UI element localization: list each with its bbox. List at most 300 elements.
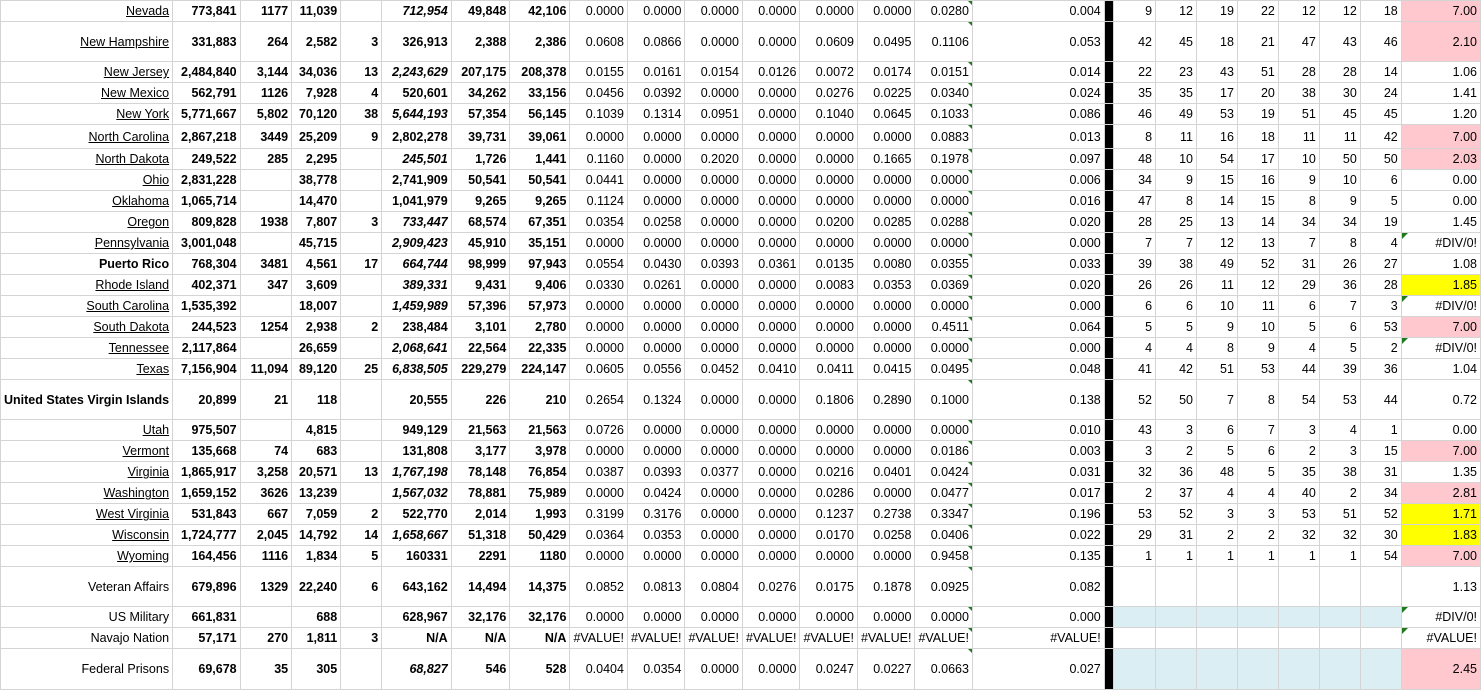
rate-cell[interactable]: 0.2654 [570, 380, 628, 420]
f-cell[interactable]: 5,644,193 [382, 104, 452, 125]
rank-cell[interactable]: 3 [1237, 504, 1278, 525]
total-cell[interactable]: 1,065,714 [173, 191, 241, 212]
rank-cell[interactable]: 35 [1156, 83, 1197, 104]
c-cell[interactable]: 1938 [240, 212, 292, 233]
row-label-cell[interactable] [1, 125, 173, 149]
rank-cell[interactable]: 41 [1114, 359, 1156, 380]
c-cell[interactable] [240, 233, 292, 254]
rate-cell[interactable]: 0.0495 [857, 22, 915, 62]
rate-cell[interactable]: 0.0000 [800, 1, 858, 22]
rate-cell[interactable]: 0.0410 [742, 359, 800, 380]
rank-cell[interactable]: 13 [1196, 212, 1237, 233]
g-cell[interactable]: 78,881 [451, 483, 510, 504]
rank-cell[interactable] [1237, 628, 1278, 649]
rank-cell[interactable]: 18 [1196, 22, 1237, 62]
g-cell[interactable]: 98,999 [451, 254, 510, 275]
ratio-cell[interactable]: #DIV/0! [1401, 296, 1480, 317]
ratio-cell[interactable]: 1.41 [1401, 83, 1480, 104]
rate-cell[interactable]: 0.1124 [570, 191, 628, 212]
total-cell[interactable]: 1,724,777 [173, 525, 241, 546]
rate-cell[interactable]: 0.0353 [627, 525, 685, 546]
total-cell[interactable]: 1,535,392 [173, 296, 241, 317]
rate-cell[interactable]: 0.0415 [857, 359, 915, 380]
rate-cell[interactable]: 0.0364 [570, 525, 628, 546]
row-label-cell[interactable] [1, 83, 173, 104]
rate-cell[interactable]: 0.0083 [800, 275, 858, 296]
rate-cell[interactable]: 0.0000 [685, 83, 743, 104]
rank-cell[interactable]: 22 [1237, 1, 1278, 22]
e-cell[interactable] [341, 607, 382, 628]
rank-cell[interactable]: 2 [1319, 483, 1360, 504]
rate-cell[interactable]: 0.0000 [742, 420, 800, 441]
g-cell[interactable]: 3,177 [451, 441, 510, 462]
f-cell[interactable]: 733,447 [382, 212, 452, 233]
row-label-cell[interactable] [1, 441, 173, 462]
rank-cell[interactable] [1360, 649, 1401, 690]
rank-cell[interactable]: 3 [1319, 441, 1360, 462]
rank-cell[interactable]: 47 [1278, 22, 1319, 62]
g-cell[interactable]: 2291 [451, 546, 510, 567]
c-cell[interactable]: 347 [240, 275, 292, 296]
rank-cell[interactable]: 15 [1196, 170, 1237, 191]
avg-cell[interactable]: 0.196 [972, 504, 1104, 525]
avg-cell[interactable]: 0.017 [972, 483, 1104, 504]
rank-cell[interactable]: 26 [1156, 275, 1197, 296]
f-cell[interactable]: 520,601 [382, 83, 452, 104]
rank-cell[interactable]: 5 [1156, 317, 1197, 338]
rank-cell[interactable]: 1 [1278, 546, 1319, 567]
row-label-cell[interactable] [1, 380, 173, 420]
c-cell[interactable]: 3481 [240, 254, 292, 275]
row-label-cell[interactable] [1, 628, 173, 649]
rate-cell[interactable]: #VALUE! [627, 628, 685, 649]
f-cell[interactable]: N/A [382, 628, 452, 649]
total-cell[interactable]: 1,865,917 [173, 462, 241, 483]
state-link[interactable]: Oklahoma [112, 194, 170, 208]
row-label-cell[interactable] [1, 483, 173, 504]
rate-cell[interactable]: 0.0000 [685, 170, 743, 191]
rank-cell[interactable]: 49 [1196, 254, 1237, 275]
rank-cell[interactable]: 7 [1196, 380, 1237, 420]
f-cell[interactable]: 2,802,278 [382, 125, 452, 149]
rank-cell[interactable]: 45 [1360, 104, 1401, 125]
state-link[interactable]: Virginia [127, 465, 170, 479]
rate-cell[interactable]: 0.0000 [685, 317, 743, 338]
rank-cell[interactable]: 16 [1237, 170, 1278, 191]
rank-cell[interactable]: 45 [1156, 22, 1197, 62]
rate-cell[interactable]: 0.0286 [800, 483, 858, 504]
rank-cell[interactable]: 52 [1156, 504, 1197, 525]
rank-cell[interactable] [1156, 567, 1197, 607]
rate-cell[interactable]: 0.0000 [800, 607, 858, 628]
rate-cell[interactable]: 0.0000 [800, 546, 858, 567]
rank-cell[interactable]: 6 [1156, 296, 1197, 317]
rank-cell[interactable]: 30 [1319, 83, 1360, 104]
rate-cell[interactable]: 0.0175 [800, 567, 858, 607]
rate-cell[interactable]: 0.0000 [742, 504, 800, 525]
rank-cell[interactable] [1360, 607, 1401, 628]
rank-cell[interactable]: 50 [1319, 149, 1360, 170]
rank-cell[interactable]: 53 [1319, 380, 1360, 420]
rank-cell[interactable]: 6 [1114, 296, 1156, 317]
rank-cell[interactable]: 11 [1156, 125, 1197, 149]
rank-cell[interactable]: 31 [1360, 462, 1401, 483]
d-cell[interactable]: 2,295 [292, 149, 341, 170]
d-cell[interactable]: 688 [292, 607, 341, 628]
rank-cell[interactable]: 39 [1319, 359, 1360, 380]
rank-cell[interactable]: 50 [1156, 380, 1197, 420]
rate-cell[interactable]: 0.0000 [742, 170, 800, 191]
d-cell[interactable]: 2,938 [292, 317, 341, 338]
rank-cell[interactable]: 9 [1319, 191, 1360, 212]
rank-cell[interactable] [1156, 628, 1197, 649]
g-cell[interactable]: 21,563 [451, 420, 510, 441]
state-link[interactable]: Vermont [122, 444, 170, 458]
rank-cell[interactable]: 48 [1196, 462, 1237, 483]
rank-cell[interactable]: 9 [1156, 170, 1197, 191]
rate-cell[interactable]: 0.0000 [800, 149, 858, 170]
state-link[interactable]: North Dakota [95, 152, 170, 166]
h-cell[interactable]: 14,375 [510, 567, 570, 607]
state-link[interactable]: West Virginia [95, 507, 170, 521]
rank-cell[interactable]: 26 [1319, 254, 1360, 275]
state-link[interactable]: Pennsylvania [94, 236, 170, 250]
rate-cell[interactable]: 0.0608 [570, 22, 628, 62]
rate-cell[interactable]: 0.0411 [800, 359, 858, 380]
row-label-cell[interactable] [1, 462, 173, 483]
rate-cell[interactable]: 0.0925 [915, 567, 973, 607]
rate-cell[interactable]: 0.0645 [857, 104, 915, 125]
rate-cell[interactable]: 0.0000 [685, 296, 743, 317]
avg-cell[interactable]: 0.020 [972, 212, 1104, 233]
rank-cell[interactable]: 3 [1360, 296, 1401, 317]
g-cell[interactable]: 3,101 [451, 317, 510, 338]
rate-cell[interactable]: 0.0401 [857, 462, 915, 483]
rate-cell[interactable]: 0.0000 [742, 212, 800, 233]
rate-cell[interactable]: 0.0361 [742, 254, 800, 275]
e-cell[interactable] [341, 233, 382, 254]
rank-cell[interactable]: 16 [1196, 125, 1237, 149]
avg-cell[interactable]: 0.138 [972, 380, 1104, 420]
avg-cell[interactable]: 0.022 [972, 525, 1104, 546]
rank-cell[interactable]: 15 [1360, 441, 1401, 462]
rank-cell[interactable]: 50 [1360, 149, 1401, 170]
rank-cell[interactable]: 1 [1237, 546, 1278, 567]
h-cell[interactable]: 33,156 [510, 83, 570, 104]
h-cell[interactable]: 67,351 [510, 212, 570, 233]
rate-cell[interactable]: 0.9458 [915, 546, 973, 567]
state-link[interactable]: Texas [136, 362, 170, 376]
rate-cell[interactable]: 0.0174 [857, 62, 915, 83]
d-cell[interactable]: 18,007 [292, 296, 341, 317]
ratio-cell[interactable]: 1.20 [1401, 104, 1480, 125]
rank-cell[interactable]: 39 [1114, 254, 1156, 275]
rate-cell[interactable]: 0.0883 [915, 125, 973, 149]
rate-cell[interactable]: 0.0000 [742, 525, 800, 546]
ratio-cell[interactable]: 1.06 [1401, 62, 1480, 83]
rank-cell[interactable]: 22 [1114, 62, 1156, 83]
rank-cell[interactable]: 19 [1237, 104, 1278, 125]
rate-cell[interactable]: 0.0000 [742, 149, 800, 170]
rank-cell[interactable]: 17 [1237, 149, 1278, 170]
avg-cell[interactable]: 0.000 [972, 338, 1104, 359]
e-cell[interactable]: 3 [341, 22, 382, 62]
rank-cell[interactable]: 34 [1114, 170, 1156, 191]
rank-cell[interactable]: 36 [1319, 275, 1360, 296]
rate-cell[interactable]: 0.0000 [857, 170, 915, 191]
rate-cell[interactable]: 0.0000 [800, 317, 858, 338]
e-cell[interactable]: 13 [341, 462, 382, 483]
rate-cell[interactable]: 0.0000 [915, 170, 973, 191]
c-cell[interactable] [240, 191, 292, 212]
ratio-cell[interactable]: 7.00 [1401, 441, 1480, 462]
total-cell[interactable]: 661,831 [173, 607, 241, 628]
avg-cell[interactable]: 0.020 [972, 275, 1104, 296]
g-cell[interactable]: 68,574 [451, 212, 510, 233]
rank-cell[interactable]: 4 [1360, 233, 1401, 254]
rank-cell[interactable]: 28 [1319, 62, 1360, 83]
f-cell[interactable]: 1,459,989 [382, 296, 452, 317]
f-cell[interactable]: 238,484 [382, 317, 452, 338]
rate-cell[interactable]: 0.0393 [685, 254, 743, 275]
rank-cell[interactable]: 35 [1278, 462, 1319, 483]
rate-cell[interactable]: 0.0430 [627, 254, 685, 275]
rank-cell[interactable]: 9 [1196, 317, 1237, 338]
c-cell[interactable] [240, 607, 292, 628]
rank-cell[interactable]: 31 [1278, 254, 1319, 275]
rank-cell[interactable]: 32 [1278, 525, 1319, 546]
avg-cell[interactable]: #VALUE! [972, 628, 1104, 649]
h-cell[interactable]: 39,061 [510, 125, 570, 149]
rate-cell[interactable]: 0.0288 [915, 212, 973, 233]
rate-cell[interactable]: 0.1806 [800, 380, 858, 420]
c-cell[interactable]: 3,258 [240, 462, 292, 483]
c-cell[interactable]: 1329 [240, 567, 292, 607]
total-cell[interactable]: 164,456 [173, 546, 241, 567]
row-label-cell[interactable] [1, 275, 173, 296]
rank-cell[interactable]: 51 [1196, 359, 1237, 380]
rate-cell[interactable]: 0.0000 [685, 380, 743, 420]
rank-cell[interactable]: 48 [1114, 149, 1156, 170]
rate-cell[interactable]: 0.0000 [857, 1, 915, 22]
e-cell[interactable]: 2 [341, 504, 382, 525]
g-cell[interactable]: 32,176 [451, 607, 510, 628]
rank-cell[interactable]: 6 [1360, 170, 1401, 191]
h-cell[interactable]: 50,429 [510, 525, 570, 546]
avg-cell[interactable]: 0.082 [972, 567, 1104, 607]
rate-cell[interactable]: 0.1978 [915, 149, 973, 170]
total-cell[interactable]: 975,507 [173, 420, 241, 441]
e-cell[interactable] [341, 380, 382, 420]
rate-cell[interactable]: 0.1665 [857, 149, 915, 170]
rank-cell[interactable]: 8 [1156, 191, 1197, 212]
avg-cell[interactable]: 0.031 [972, 462, 1104, 483]
f-cell[interactable]: 326,913 [382, 22, 452, 62]
rank-cell[interactable]: 14 [1196, 191, 1237, 212]
d-cell[interactable]: 4,815 [292, 420, 341, 441]
total-cell[interactable]: 809,828 [173, 212, 241, 233]
rate-cell[interactable]: 0.0000 [800, 338, 858, 359]
f-cell[interactable]: 1,658,667 [382, 525, 452, 546]
ratio-cell[interactable]: 7.00 [1401, 317, 1480, 338]
row-label-cell[interactable] [1, 546, 173, 567]
rate-cell[interactable]: 0.1039 [570, 104, 628, 125]
rank-cell[interactable]: 8 [1278, 191, 1319, 212]
rate-cell[interactable]: 0.0170 [800, 525, 858, 546]
avg-cell[interactable]: 0.064 [972, 317, 1104, 338]
f-cell[interactable]: 68,827 [382, 649, 452, 690]
rate-cell[interactable]: 0.0456 [570, 83, 628, 104]
rate-cell[interactable]: 0.0000 [627, 125, 685, 149]
rank-cell[interactable] [1114, 567, 1156, 607]
rank-cell[interactable]: 54 [1278, 380, 1319, 420]
rank-cell[interactable]: 43 [1196, 62, 1237, 83]
rank-cell[interactable]: 53 [1278, 504, 1319, 525]
avg-cell[interactable]: 0.013 [972, 125, 1104, 149]
rate-cell[interactable]: 0.0000 [742, 546, 800, 567]
c-cell[interactable]: 5,802 [240, 104, 292, 125]
rank-cell[interactable] [1196, 628, 1237, 649]
g-cell[interactable]: 1,726 [451, 149, 510, 170]
rank-cell[interactable]: 18 [1360, 1, 1401, 22]
rate-cell[interactable]: 0.2020 [685, 149, 743, 170]
g-cell[interactable]: 50,541 [451, 170, 510, 191]
rate-cell[interactable]: 0.1033 [915, 104, 973, 125]
f-cell[interactable]: 949,129 [382, 420, 452, 441]
rate-cell[interactable]: 0.0000 [570, 1, 628, 22]
rank-cell[interactable]: 51 [1278, 104, 1319, 125]
total-cell[interactable]: 249,522 [173, 149, 241, 170]
rank-cell[interactable]: 25 [1156, 212, 1197, 233]
c-cell[interactable]: 3,144 [240, 62, 292, 83]
h-cell[interactable]: 9,406 [510, 275, 570, 296]
row-label-cell[interactable] [1, 149, 173, 170]
rank-cell[interactable]: 6 [1278, 296, 1319, 317]
f-cell[interactable]: 131,808 [382, 441, 452, 462]
ratio-cell[interactable]: 1.08 [1401, 254, 1480, 275]
c-cell[interactable]: 1254 [240, 317, 292, 338]
rate-cell[interactable]: 0.0393 [627, 462, 685, 483]
rate-cell[interactable]: 0.0387 [570, 462, 628, 483]
row-label-cell[interactable] [1, 22, 173, 62]
total-cell[interactable]: 2,117,864 [173, 338, 241, 359]
f-cell[interactable]: 20,555 [382, 380, 452, 420]
rank-cell[interactable]: 14 [1360, 62, 1401, 83]
rate-cell[interactable]: 0.0161 [627, 62, 685, 83]
ratio-cell[interactable]: 7.00 [1401, 125, 1480, 149]
rate-cell[interactable]: 0.1040 [800, 104, 858, 125]
c-cell[interactable] [240, 338, 292, 359]
rank-cell[interactable]: 7 [1114, 233, 1156, 254]
rank-cell[interactable]: 37 [1156, 483, 1197, 504]
avg-cell[interactable]: 0.016 [972, 191, 1104, 212]
d-cell[interactable]: 45,715 [292, 233, 341, 254]
rank-cell[interactable]: 26 [1114, 275, 1156, 296]
rank-cell[interactable]: 4 [1278, 338, 1319, 359]
rank-cell[interactable]: 42 [1360, 125, 1401, 149]
state-link[interactable]: Oregon [127, 215, 170, 229]
rate-cell[interactable]: 0.0392 [627, 83, 685, 104]
h-cell[interactable]: 22,335 [510, 338, 570, 359]
rate-cell[interactable]: 0.0000 [857, 125, 915, 149]
f-cell[interactable]: 643,162 [382, 567, 452, 607]
rank-cell[interactable] [1114, 607, 1156, 628]
rank-cell[interactable]: 10 [1156, 149, 1197, 170]
rank-cell[interactable] [1319, 607, 1360, 628]
f-cell[interactable]: 1,567,032 [382, 483, 452, 504]
g-cell[interactable]: 207,175 [451, 62, 510, 83]
rate-cell[interactable]: 0.0000 [685, 338, 743, 359]
rate-cell[interactable]: 0.0000 [627, 338, 685, 359]
rate-cell[interactable]: 0.1314 [627, 104, 685, 125]
ratio-cell[interactable]: 2.45 [1401, 649, 1480, 690]
e-cell[interactable] [341, 483, 382, 504]
rate-cell[interactable]: 0.0663 [915, 649, 973, 690]
c-cell[interactable]: 11,094 [240, 359, 292, 380]
rate-cell[interactable]: 0.0261 [627, 275, 685, 296]
row-label-cell[interactable] [1, 607, 173, 628]
rank-cell[interactable]: 6 [1319, 317, 1360, 338]
d-cell[interactable]: 22,240 [292, 567, 341, 607]
ratio-cell[interactable]: 1.04 [1401, 359, 1480, 380]
rank-cell[interactable]: 15 [1237, 191, 1278, 212]
ratio-cell[interactable]: #DIV/0! [1401, 233, 1480, 254]
rate-cell[interactable]: 0.0000 [685, 275, 743, 296]
rank-cell[interactable]: 38 [1278, 83, 1319, 104]
rate-cell[interactable]: 0.0000 [857, 317, 915, 338]
d-cell[interactable]: 20,571 [292, 462, 341, 483]
h-cell[interactable]: N/A [510, 628, 570, 649]
rank-cell[interactable]: 6 [1237, 441, 1278, 462]
ratio-cell[interactable]: 7.00 [1401, 1, 1480, 22]
row-label-cell[interactable] [1, 191, 173, 212]
rank-cell[interactable]: 44 [1360, 380, 1401, 420]
c-cell[interactable] [240, 420, 292, 441]
h-cell[interactable]: 1180 [510, 546, 570, 567]
rate-cell[interactable]: 0.0072 [800, 62, 858, 83]
d-cell[interactable]: 683 [292, 441, 341, 462]
h-cell[interactable]: 21,563 [510, 420, 570, 441]
total-cell[interactable]: 773,841 [173, 1, 241, 22]
e-cell[interactable] [341, 649, 382, 690]
rank-cell[interactable]: 4 [1156, 338, 1197, 359]
rank-cell[interactable]: 23 [1156, 62, 1197, 83]
rank-cell[interactable]: 4 [1196, 483, 1237, 504]
c-cell[interactable]: 1116 [240, 546, 292, 567]
d-cell[interactable]: 3,609 [292, 275, 341, 296]
rank-cell[interactable]: 2 [1196, 525, 1237, 546]
rank-cell[interactable]: 12 [1156, 1, 1197, 22]
avg-cell[interactable]: 0.048 [972, 359, 1104, 380]
d-cell[interactable]: 7,807 [292, 212, 341, 233]
rank-cell[interactable]: 2 [1156, 441, 1197, 462]
rate-cell[interactable]: 0.0477 [915, 483, 973, 504]
e-cell[interactable] [341, 191, 382, 212]
rate-cell[interactable]: 0.0000 [857, 483, 915, 504]
rank-cell[interactable]: 19 [1196, 1, 1237, 22]
rank-cell[interactable]: 5 [1114, 317, 1156, 338]
rank-cell[interactable]: 45 [1319, 104, 1360, 125]
rate-cell[interactable]: 0.0000 [570, 125, 628, 149]
rate-cell[interactable]: 0.0000 [915, 607, 973, 628]
rank-cell[interactable]: 19 [1360, 212, 1401, 233]
avg-cell[interactable]: 0.135 [972, 546, 1104, 567]
row-label-cell[interactable] [1, 359, 173, 380]
avg-cell[interactable]: 0.097 [972, 149, 1104, 170]
d-cell[interactable]: 14,470 [292, 191, 341, 212]
rate-cell[interactable]: 0.0000 [742, 125, 800, 149]
rank-cell[interactable]: 10 [1237, 317, 1278, 338]
